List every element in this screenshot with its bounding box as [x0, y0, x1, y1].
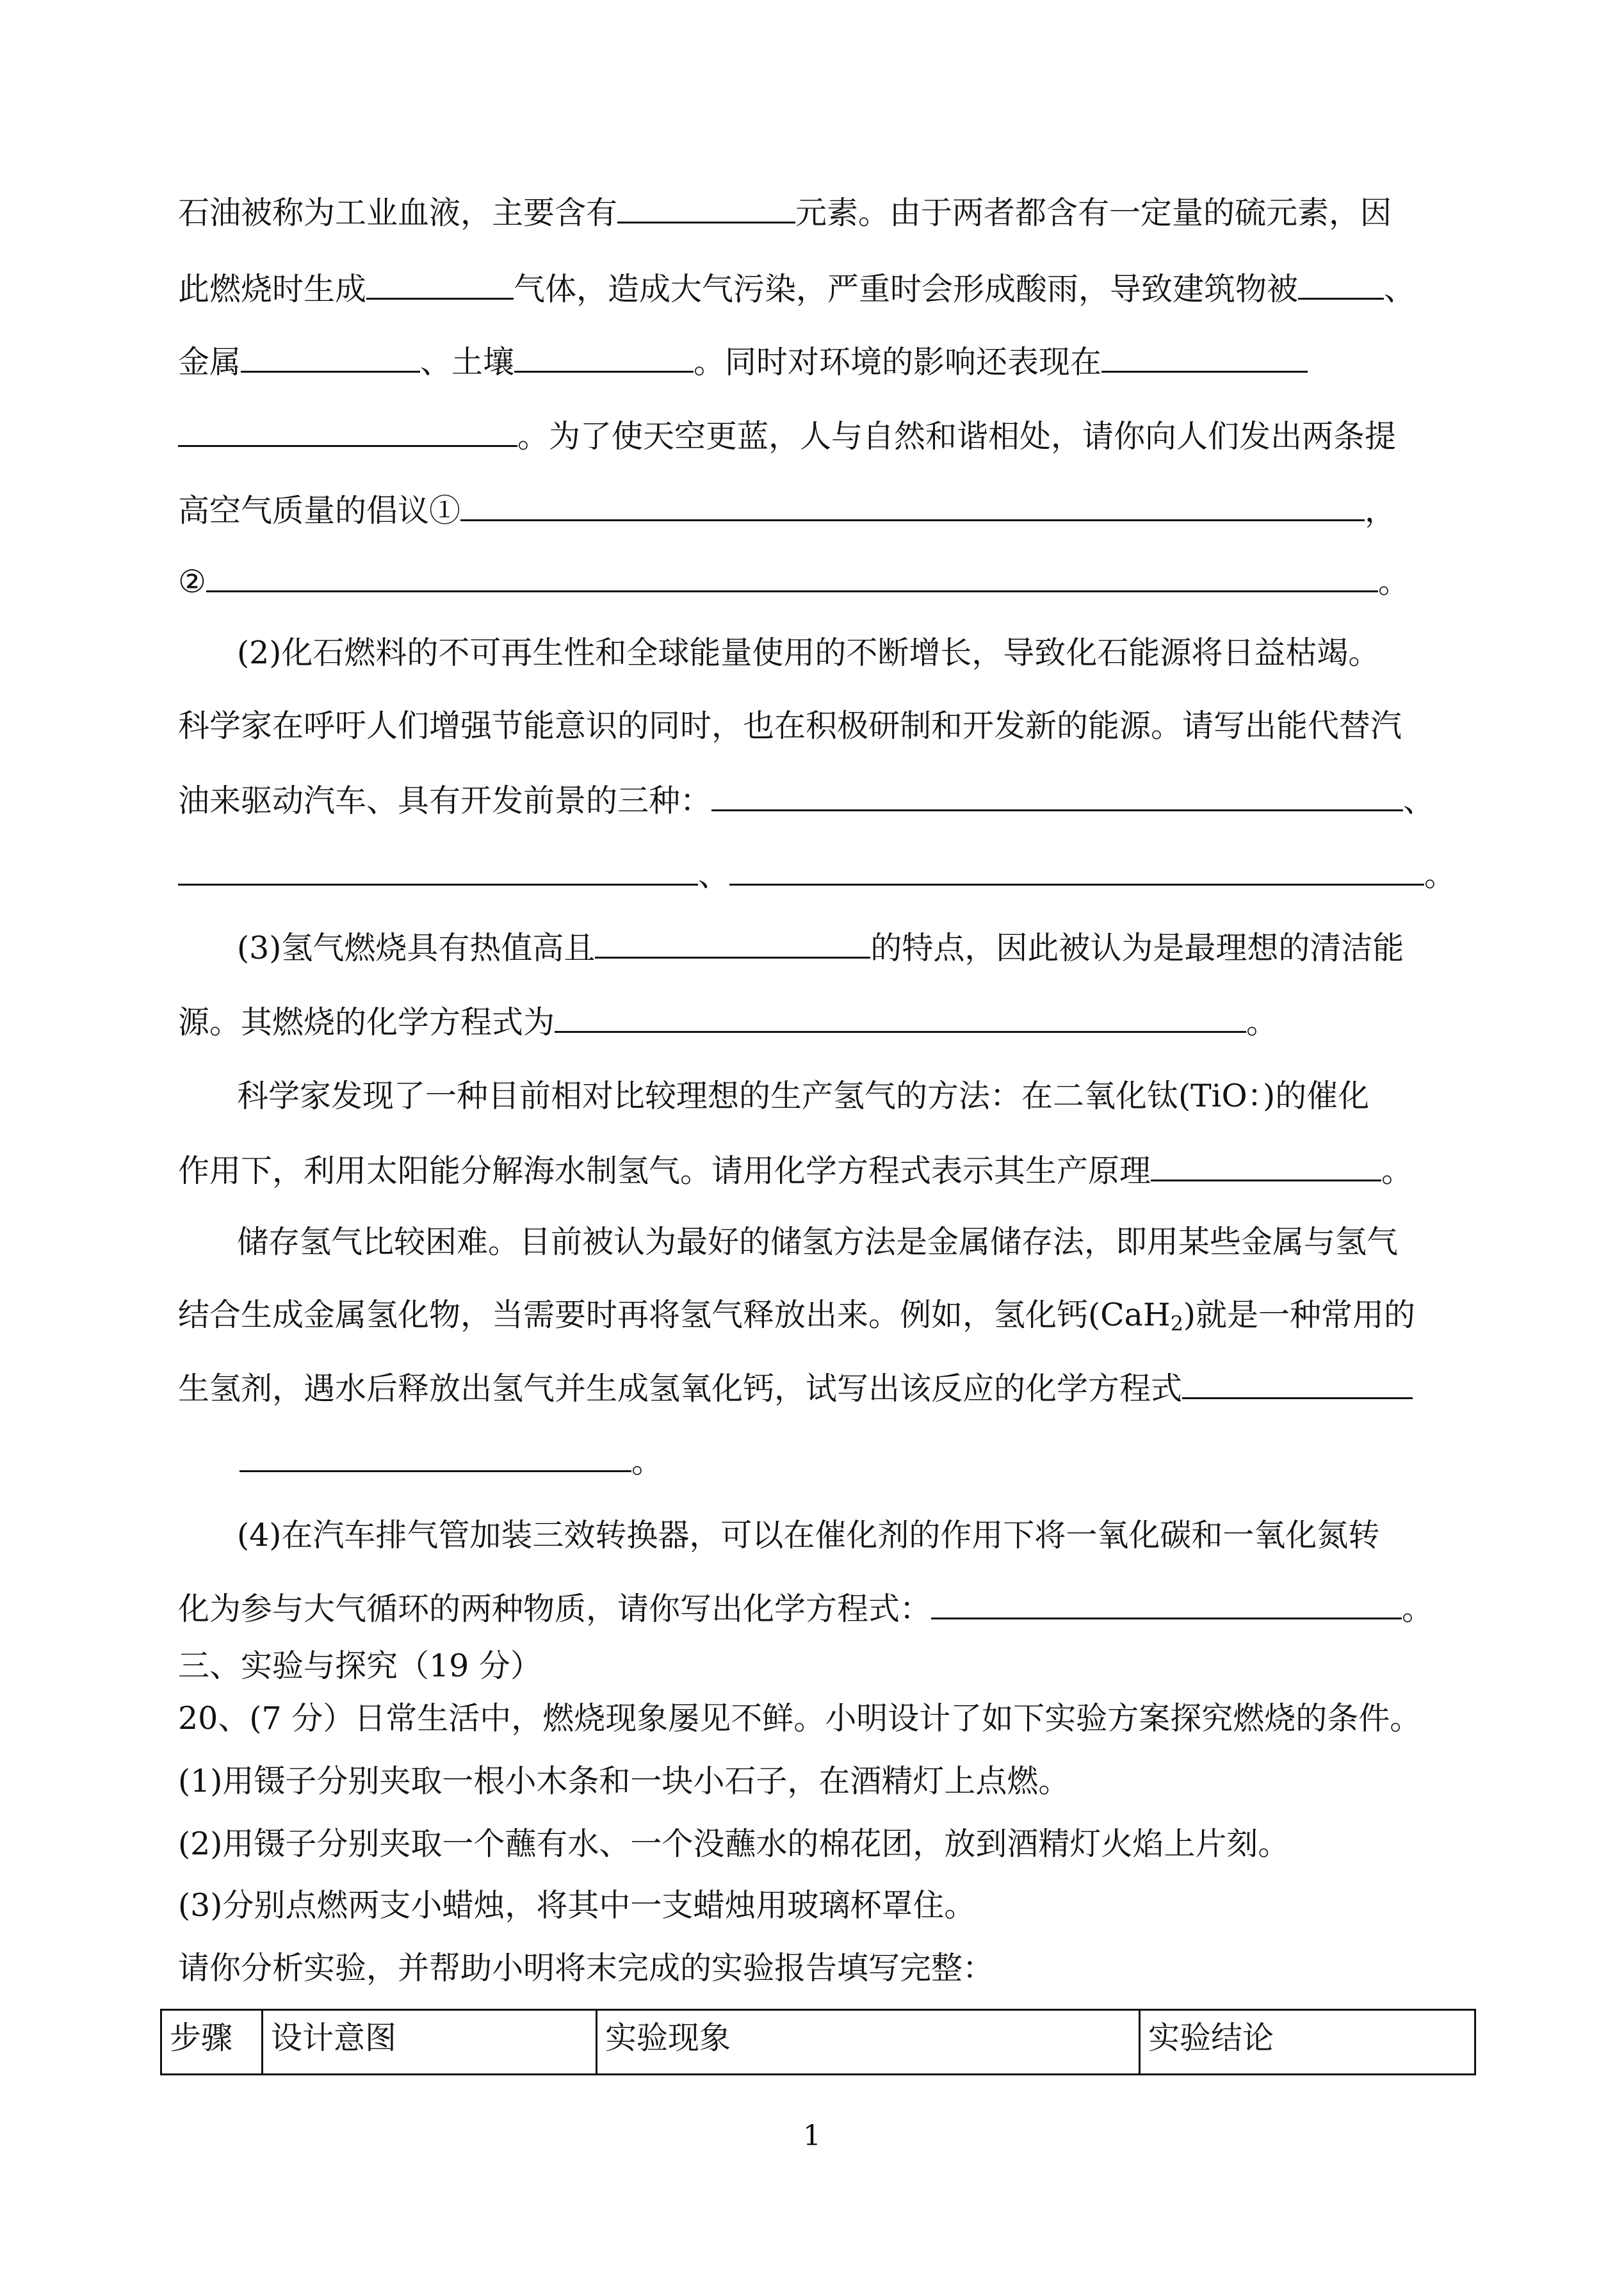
text: 石油被称为工业血液，主要含有	[178, 195, 618, 231]
q19-part2-line-4	[178, 856, 1459, 895]
text: 生氢剂，遇水后释放出氢气并生成氢氧化钙，试写出该反应的化学方程式	[178, 1370, 1183, 1407]
section-title	[178, 1647, 1459, 1685]
text: (3)氢气燃烧具有热值高且	[237, 930, 596, 966]
text: (2)化石燃料的不可再生性和全球能量使用的不断增长，导致化石能源将日益枯竭。	[237, 635, 1380, 671]
answer-blank[interactable]	[366, 270, 514, 300]
table-header-row	[161, 2010, 1475, 2075]
q19-part4-line-1	[237, 1516, 1518, 1555]
answer-blank[interactable]	[178, 417, 517, 447]
q19-part2-line-3	[178, 781, 1459, 820]
header-phenomenon: 实验现象	[597, 2010, 1140, 2075]
text: 源。其燃烧的化学方程式为	[178, 1004, 555, 1041]
header-step: 步骤	[161, 2010, 263, 2075]
header-design-intent: 设计意图	[263, 2010, 597, 2075]
answer-blank[interactable]	[460, 491, 1365, 521]
q20-step-3	[178, 1886, 1459, 1925]
text: 20、(7 分）日常生活中，燃烧现象屡见不鲜。小明设计了如下实验方案探究燃烧的条件。	[178, 1700, 1422, 1737]
text: 油来驱动汽车、具有开发前景的三种：	[178, 783, 712, 819]
text: 。	[1381, 1153, 1413, 1189]
text: 科学家在呼吁人们增强节能意识的同时，也在积极研制和开发新的能源。请写出能代替汽	[178, 708, 1402, 744]
text: )就是一种常用的	[1183, 1297, 1416, 1333]
q20-intro	[178, 1699, 1459, 1738]
q19-part3-line-6	[178, 1296, 1459, 1343]
q19-part3-line-2	[178, 1003, 1459, 1042]
answer-blank[interactable]	[617, 193, 795, 223]
q19-part3-line-3	[237, 1077, 1518, 1115]
q19-part4-line-2	[178, 1589, 1459, 1628]
answer-blank[interactable]	[555, 1003, 1246, 1033]
header-conclusion: 实验结论	[1140, 2010, 1475, 2075]
q20-step-2	[178, 1825, 1459, 1863]
text: 作用下，利用太阳能分解海水制氢气。请用化学方程式表示其生产原理	[178, 1153, 1151, 1189]
answer-blank[interactable]	[729, 856, 1424, 886]
text: 元素。由于两者都含有一定量的硫元素，因	[795, 195, 1392, 231]
text: 的特点，因此被认为是最理想的清洁能	[870, 930, 1404, 966]
text: 金属	[178, 344, 241, 380]
answer-blank[interactable]	[178, 856, 698, 886]
text: 科学家发现了一种目前相对比较理想的生产氢气的方法：在二氧化钛(TiO：)的催化	[237, 1078, 1370, 1114]
q19-part3-line-5	[237, 1223, 1518, 1261]
q19-part2-line-2	[178, 707, 1459, 745]
text: 、土壤	[420, 344, 515, 380]
q19-line-3	[178, 343, 1459, 382]
text: (4)在汽车排气管加装三效转换器，可以在催化剂的作用下将一氧化碳和一氧化氮转	[237, 1517, 1380, 1553]
text: 储存氢气比较困难。目前被认为最好的储氢方法是金属储存法，即用某些金属与氢气	[237, 1224, 1399, 1260]
answer-blank[interactable]	[1298, 270, 1384, 300]
answer-blank[interactable]	[1101, 343, 1308, 373]
q19-line-4	[178, 417, 1459, 456]
text: 。同时对环境的影响还表现在	[694, 344, 1102, 380]
q19-line-2	[178, 270, 1459, 309]
text: 三、实验与探究（19 分）	[178, 1648, 542, 1684]
text: 化为参与大气循环的两种物质，请你写出化学方程式：	[178, 1591, 932, 1627]
answer-blank[interactable]	[711, 781, 1403, 811]
text: 请你分析实验，并帮助小明将末完成的实验报告填写完整：	[178, 1950, 995, 1986]
q20-step-1	[178, 1762, 1459, 1801]
answer-blank[interactable]	[514, 343, 694, 373]
text: 。	[1377, 564, 1409, 600]
answer-blank[interactable]	[1151, 1151, 1381, 1181]
text: 结合生成金属氢化物，当需要时再将氢气释放出来。例如，氢化钙(CaH	[178, 1297, 1171, 1333]
subscript: 2	[1170, 1311, 1183, 1336]
text: 气体，造成大气污染，严重时会形成酸雨，导致建筑物被	[514, 271, 1299, 307]
experiment-report-table	[160, 2009, 1476, 2075]
q19-line-1	[178, 193, 1459, 232]
q19-line-6	[178, 562, 1459, 601]
q19-part3-line-4	[178, 1151, 1459, 1190]
text: 。	[1402, 1591, 1434, 1627]
text: (3)分别点燃两支小蜡烛，将其中一支蜡烛用玻璃杯罩住。	[178, 1887, 976, 1924]
answer-blank[interactable]	[931, 1589, 1402, 1619]
text: 此燃烧时生成	[178, 271, 367, 307]
text: 。	[631, 1443, 663, 1480]
text: 、	[1403, 783, 1435, 819]
text: 、	[698, 857, 730, 893]
q19-part3-line-8	[240, 1442, 1520, 1481]
text: 。	[1246, 1004, 1278, 1041]
answer-blank[interactable]	[241, 343, 420, 373]
text: 高空气质量的倡议①	[178, 492, 461, 529]
answer-blank[interactable]	[206, 562, 1378, 592]
q20-instruction	[178, 1949, 1459, 1988]
q19-part3-line-1	[237, 929, 1518, 968]
q19-part2-line-1	[237, 634, 1518, 672]
q19-part3-line-7	[178, 1369, 1459, 1408]
text: (1)用镊子分别夹取一根小木条和一块小石子，在酒精灯上点燃。	[178, 1763, 1070, 1799]
text: 。	[1424, 857, 1456, 893]
text: (2)用镊子分别夹取一个蘸有水、一个没蘸水的棉花团，放到酒精灯火焰上片刻。	[178, 1826, 1290, 1862]
answer-blank[interactable]	[240, 1442, 631, 1472]
text: ②	[178, 564, 206, 600]
answer-blank[interactable]	[1182, 1369, 1413, 1399]
text: ，	[1365, 492, 1397, 529]
text: 、	[1384, 271, 1416, 307]
q19-line-5	[178, 491, 1459, 530]
page-number: 1	[803, 2120, 821, 2152]
text: 。为了使天空更蓝，人与自然和谐相处，请你向人们发出两条提	[517, 418, 1397, 455]
answer-blank[interactable]	[595, 929, 870, 959]
